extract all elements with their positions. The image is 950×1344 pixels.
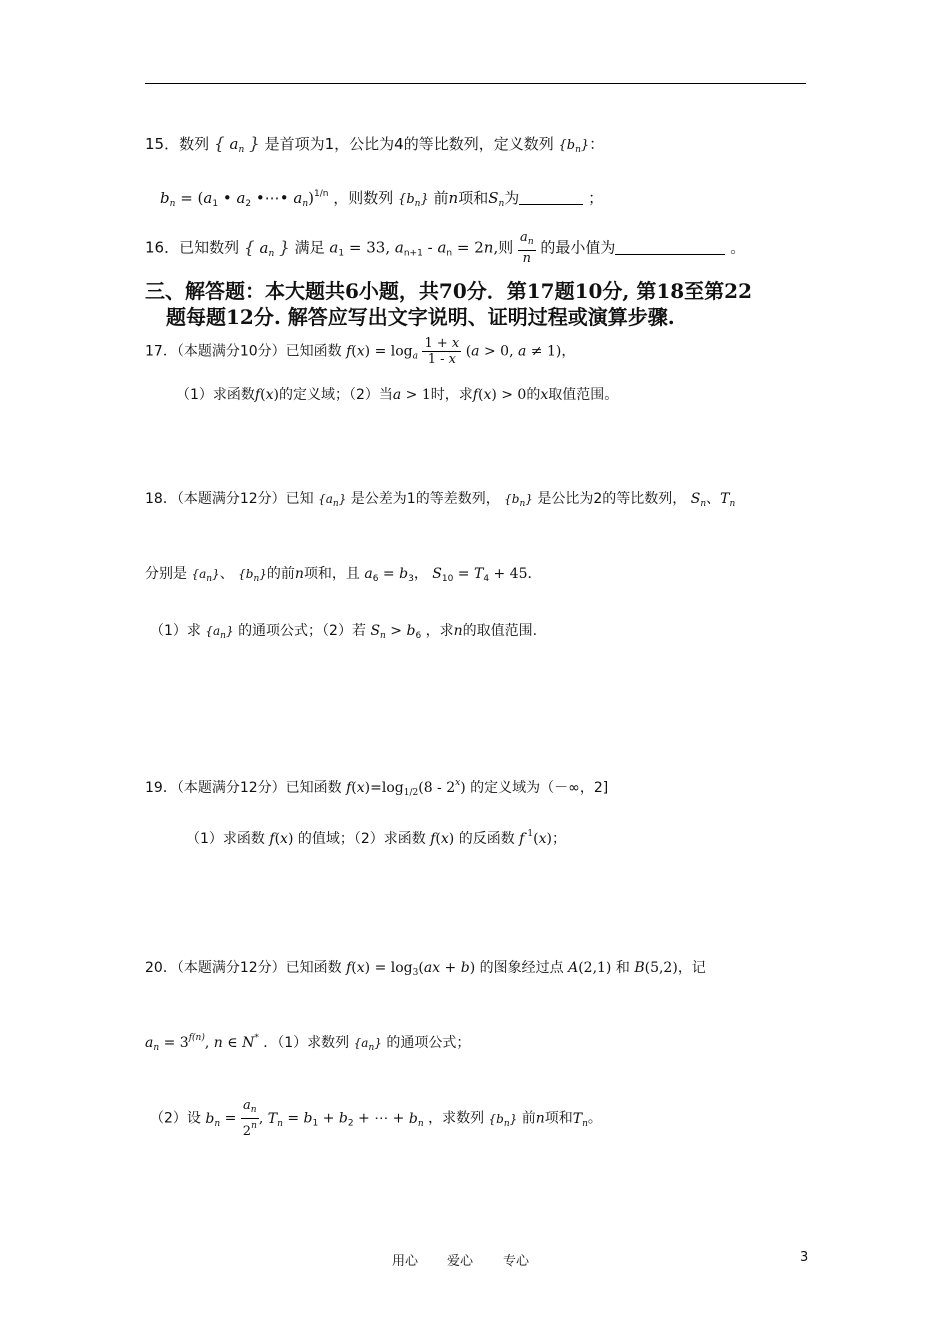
q15-line2: $b_n = (a_1$ • $a_2$ •⋯• $a_n)^{1/n}$ ，则数列 $\{b_n\}$ 前n项和$S_n$为 ； [160,189,604,209]
section-heading-line2: 题每题12分. 解答应写出文字说明、证明过程或演算步骤. [166,305,675,329]
q20-line3: （2）设 $b_n$ = $\frac{a_n}{2^n}$ , $T_n = b_1 + b_2$ + ⋯ + $b_n$ ，求数列 $\{b_n\}$ 前n项和$T_n$。 [150,1098,602,1139]
footer-text-3: 专心 [503,1254,530,1269]
footer-text-1: 用心 [392,1254,419,1269]
q17-line2: （1）求函数f(x)的定义域；（2）当a > 1时，求f(x) > 0的x取值范围。 [176,387,619,403]
q15-line1: 15．数列 { $a_n$ } 是首项为1，公比为4的等比数列，定义数列 $\{b_n\}$： [145,134,605,155]
q20-line2: $a_n = 3^{f(n)}$, n ∈ N* ．（1）求数列 $\{a_n\}$ 的通项公式； [145,1033,471,1053]
page-number: 3 [800,1250,809,1265]
q19-line1: 19．（本题满分12分）已知函数 $f(x)=\log_{1/2}(8 - 2^x)$ 的定义域为（－∞，2] [145,778,609,798]
q18-line2: 分别是 $\{a_n\}$、 $\{b_n\}$的前n项和，且 $a_6 = b_3$， $S_{10} = T_4 + 45$． [145,566,542,584]
header-rule [145,83,806,84]
q16-line: 16．已知数列 { $a_n$ } 满足 $a_1 = 33$, $a_{n+1} - a_n = 2n$,则 $\frac{a_n}{n}$ 的最小值为 。 [145,230,746,266]
footer-text-2: 爱心 [447,1254,474,1269]
q17-line1: 17．（本题满分10分）已知函数 $f(x) = \log_a$ $\frac{1 + x}{1 - x}$ (a > 0, a ≠ 1)， [145,336,576,367]
q18-line1: 18．（本题满分12分）已知 $\{a_n\}$ 是公差为1的等差数列， $\{b_n\}$ 是公比为2的等比数列， $S_n$、$T_n$ [145,491,736,509]
q20-line1: 20．（本题满分12分）已知函数 $f(x) = \log_3(ax + b)$ 的图象经过点 A(2,1) 和 B(5,2)，记 [145,960,706,978]
q19-line2: （1）求函数 f(x) 的值域；（2）求函数 f(x) 的反函数 $f^{-1}(x)$； [186,829,566,847]
section-heading-line1: 三、解答题：本大题共6小题，共70分．第17题10分, 第18至第22 [145,279,753,303]
q18-line3: （1）求 $\{a_n\}$ 的通项公式；（2）若 $S_n > b_6$ ，求n的取值范围. [150,623,538,641]
